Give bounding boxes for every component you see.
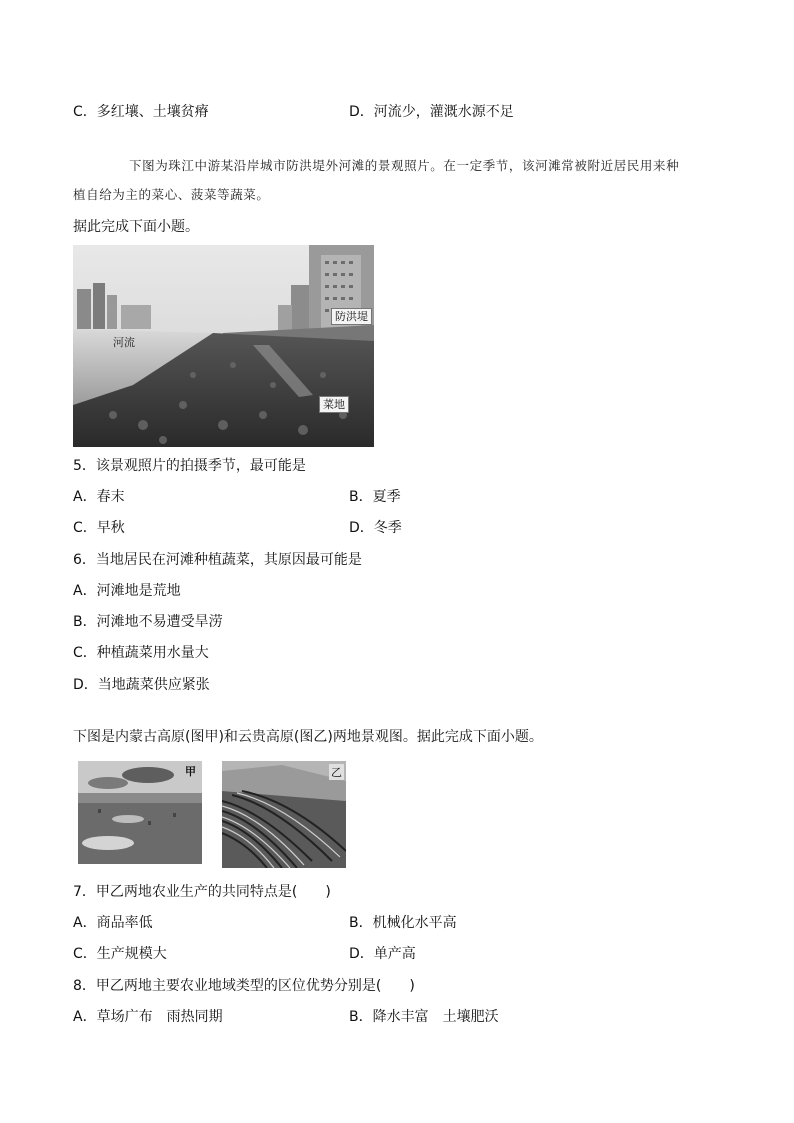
q6-option-b: B．河滩地不易遭受旱涝 <box>73 614 223 630</box>
q6-option-c: C．种植蔬菜用水量大 <box>73 645 209 661</box>
passage1-line2: 植自给为主的菜心、菠菜等蔬菜。 <box>73 187 270 202</box>
label-dike: 防洪堤 <box>331 308 372 325</box>
photo-jia-grassland <box>78 761 202 864</box>
q7-option-c: C．生产规模大 <box>73 946 167 962</box>
q8-stem: 8．甲乙两地主要农业地域类型的区位优势分别是( ) <box>73 978 415 994</box>
q7-stem: 7．甲乙两地农业生产的共同特点是( ) <box>73 884 331 900</box>
photo-jia-graphic <box>78 761 202 864</box>
passage1-line1: 下图为珠江中游某沿岸城市防洪堤外河滩的景观照片。在一定季节，该河滩常被附近居民用来种 <box>129 158 680 173</box>
q5-option-c: C．早秋 <box>73 520 125 536</box>
q5-option-b: B．夏季 <box>349 489 401 505</box>
q5-stem: 5．该景观照片的拍摄季节，最可能是 <box>73 458 306 474</box>
q6-stem: 6．当地居民在河滩种植蔬菜，其原因最可能是 <box>73 552 362 568</box>
q5-option-d: D．冬季 <box>349 520 402 536</box>
label-jia: 甲 <box>185 765 196 778</box>
q4-option-d: D．河流少，灌溉水源不足 <box>349 104 514 120</box>
q6-option-d: D．当地蔬菜供应紧张 <box>73 677 210 693</box>
river-bank-photo <box>73 245 374 447</box>
passage1-instruction: 据此完成下面小题。 <box>73 219 199 235</box>
photo-yi-graphic <box>222 761 346 868</box>
label-river: 河流 <box>113 336 135 349</box>
q7-option-d: D．单产高 <box>349 946 416 962</box>
q5-option-a: A．春末 <box>73 489 125 505</box>
passage2-text: 下图是内蒙古高原(图甲)和云贵高原(图乙)两地景观图。据此完成下面小题。 <box>73 729 543 745</box>
label-yi: 乙 <box>331 766 342 779</box>
q8-option-b: B．降水丰富 土壤肥沃 <box>349 1009 499 1025</box>
q7-option-b: B．机械化水平高 <box>349 915 457 931</box>
q4-option-c: C．多红壤、土壤贫瘠 <box>73 104 209 120</box>
q8-option-a: A．草场广布 雨热同期 <box>73 1009 223 1025</box>
q7-option-a: A．商品率低 <box>73 915 153 931</box>
photo-yi-terraces <box>222 761 346 868</box>
q6-option-a: A．河滩地是荒地 <box>73 583 181 599</box>
label-field: 菜地 <box>319 396 349 413</box>
